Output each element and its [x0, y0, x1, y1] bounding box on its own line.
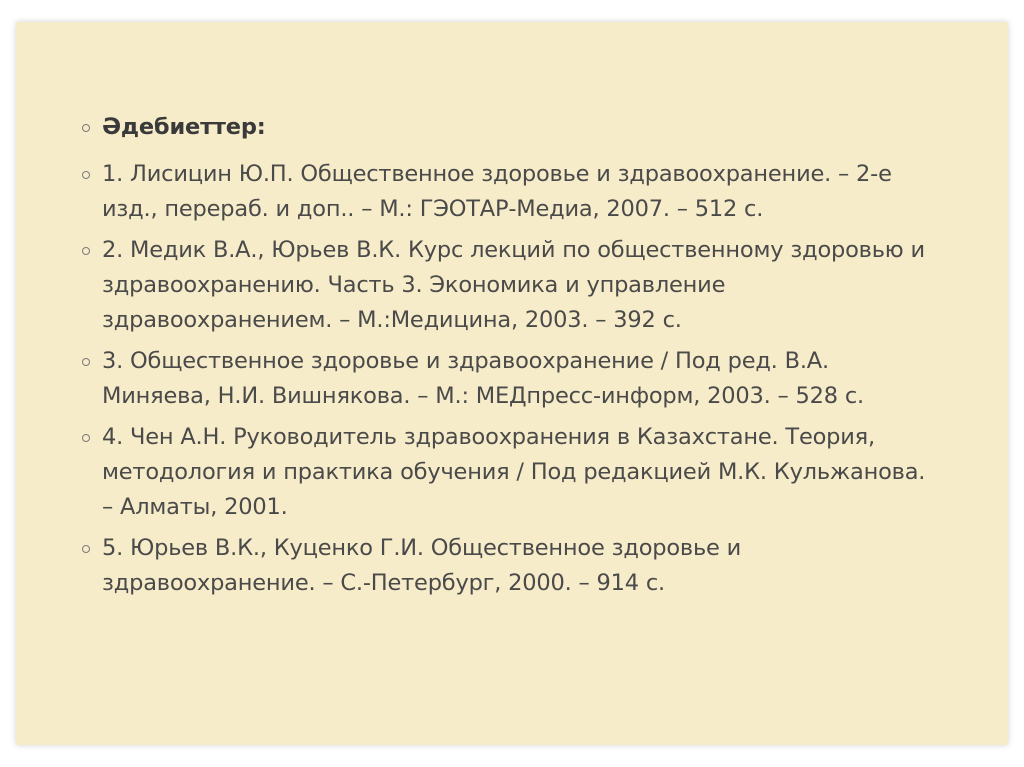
- list-item: [80, 157, 940, 227]
- list-item: [80, 420, 940, 525]
- reference-text: 3. Общественное здоровье и здравоохранение / Под ред. В.А. Миняева, Н.И. Вишнякова. – М.: МЕДпресс-информ, 2003. – 528 с.: [102, 348, 864, 409]
- list-item: [80, 233, 940, 338]
- circle-bullet-icon: [82, 247, 90, 255]
- reference-text: 1. Лисицин Ю.П. Общественное здоровье и здравоохранение. – 2-е изд., перераб. и доп.. – М.: ГЭОТАР-Медиа, 2007. – 512 с.: [102, 161, 892, 222]
- circle-bullet-icon: [82, 358, 90, 366]
- list-item: [80, 531, 940, 601]
- circle-bullet-icon: [82, 171, 90, 179]
- reference-text: 2. Медик В.А., Юрьев В.К. Курс лекций по общественному здоровью и здравоохранению. Часть 3. Экономика и управление здравоохранением. – М.:Медицина, 2003. – 392 с.: [102, 237, 925, 333]
- circle-bullet-icon: [82, 434, 90, 442]
- circle-bullet-icon: [82, 124, 90, 132]
- reference-text: 5. Юрьев В.К., Куценко Г.И. Общественное здоровье и здравоохранение. – С.-Петербург, 2000. – 914 с.: [102, 535, 742, 596]
- slide: [16, 22, 1008, 745]
- references-heading: Әдебиеттер:: [102, 114, 266, 140]
- references-list: [80, 110, 940, 607]
- circle-bullet-icon: [82, 545, 90, 553]
- list-item: [80, 344, 940, 414]
- list-item-heading: [80, 110, 940, 145]
- reference-text: 4. Чен А.Н. Руководитель здравоохранения в Казахстане. Теория, методология и практика обучения / Под редакцией М.К. Кульжанова. – Алматы, 2001.: [102, 424, 926, 520]
